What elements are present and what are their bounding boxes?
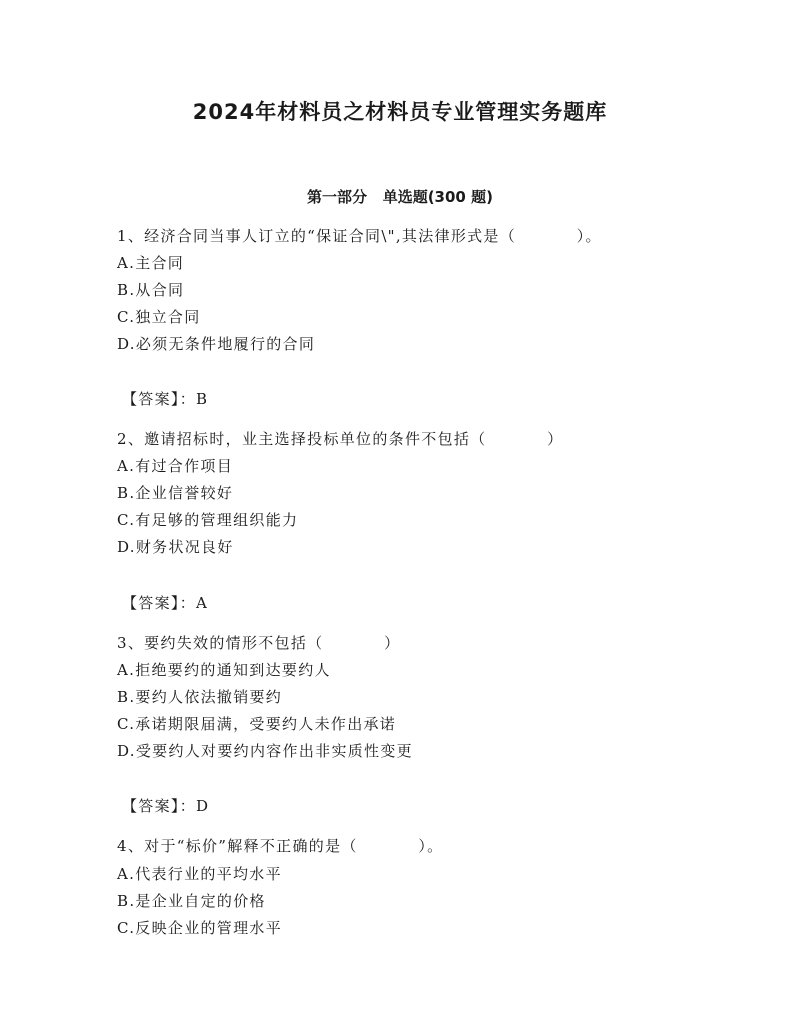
option-c: C.反映企业的管理水平: [117, 919, 283, 937]
answer-label: 【答案】：D: [122, 797, 210, 815]
option-c: C.有足够的管理组织能力: [117, 511, 299, 529]
option-b: B.要约人依法撤销要约: [117, 688, 283, 706]
option-c: C.承诺期限届满，受要约人未作出承诺: [117, 715, 397, 733]
option-b: B.企业信誉较好: [117, 484, 234, 502]
option-b: B.从合同: [117, 281, 185, 299]
option-d: D.财务状况良好: [117, 538, 234, 556]
option-d: D.必须无条件地履行的合同: [117, 335, 316, 353]
option-a: A.有过合作项目: [117, 457, 234, 475]
option-a: A.主合同: [117, 254, 185, 272]
option-a: A.拒绝要约的通知到达要约人: [117, 661, 331, 679]
question-stem: 2、邀请招标时，业主选择投标单位的条件不包括（ ）: [117, 430, 564, 448]
answer-label: 【答案】：A: [122, 594, 209, 612]
option-a: A.代表行业的平均水平: [117, 865, 282, 883]
option-d: D.受要约人对要约内容作出非实质性变更: [117, 742, 413, 760]
section-heading: 第一部分 单选题(300 题): [307, 188, 493, 206]
question-stem: 3、要约失效的情形不包括（ ）: [117, 634, 401, 652]
answer-label: 【答案】：B: [122, 390, 209, 408]
question-stem: 1、经济合同当事人订立的“保证合同\",其法律形式是（ ）。: [117, 227, 602, 245]
document-title: 2024年材料员之材料员专业管理实务题库: [192, 100, 608, 124]
option-b: B.是企业自定的价格: [117, 892, 266, 910]
question-stem: 4、对于“标价”解释不正确的是（ ）。: [117, 837, 444, 855]
option-c: C.独立合同: [117, 308, 201, 326]
